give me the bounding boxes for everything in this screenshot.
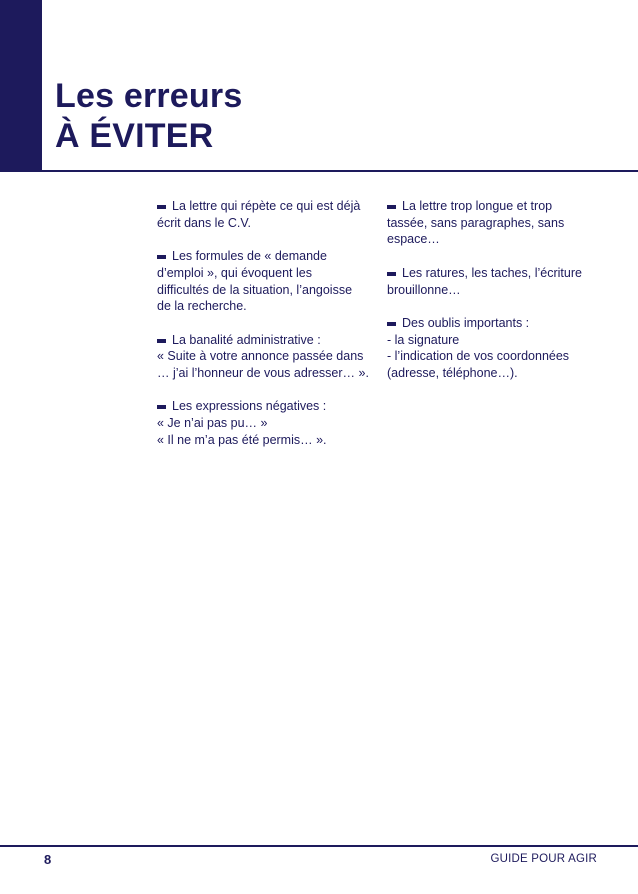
item-text: Les formules de « demande (172, 249, 327, 264)
item-text: « Suite à votre annonce passée dans (157, 349, 364, 364)
list-item (387, 198, 597, 248)
item-text: Des oublis importants : (402, 315, 530, 330)
page-title (55, 76, 242, 156)
dash-bullet-icon (387, 205, 396, 209)
item-text: espace… (387, 232, 440, 247)
item-text: Les expressions négatives : (172, 399, 327, 414)
item-text: La lettre qui répète ce qui est déjà (172, 199, 361, 213)
item-text: « Il ne m’a pas été permis… ». (157, 432, 327, 447)
side-accent-bar (0, 0, 42, 171)
item-text: La lettre trop longue et trop (402, 199, 553, 213)
header-divider (0, 170, 638, 172)
item-text: de la recherche. (157, 299, 247, 314)
dash-bullet-icon (387, 272, 396, 276)
item-text: Les ratures, les taches, l’écriture (402, 265, 582, 280)
item-text: difficultés de la situation, l’angoisse (157, 282, 353, 297)
dash-bullet-icon (157, 339, 166, 343)
dash-bullet-icon (157, 255, 166, 259)
dash-bullet-icon (157, 405, 166, 409)
item-text: … j’ai l’honneur de vous adresser… ». (157, 366, 369, 380)
list-item (157, 332, 372, 382)
list-item (157, 198, 372, 231)
item-text: « Je n’ai pas pu… » (157, 416, 268, 431)
footer-label: GUIDE POUR AGIR (490, 853, 597, 865)
right-column (387, 198, 597, 398)
list-item (387, 265, 597, 298)
page-number: 8 (44, 852, 52, 867)
item-text: écrit dans le C.V. (157, 215, 252, 230)
item-text: - l’indication de vos coordonnées (387, 349, 570, 364)
list-item (387, 315, 597, 382)
title-line-2: À ÉVITER (55, 117, 214, 155)
list-item (157, 398, 372, 448)
title-line-1: Les erreurs (55, 77, 243, 115)
item-text: brouillonne… (387, 282, 461, 297)
item-text: d’emploi », qui évoquent les (157, 265, 312, 280)
dash-bullet-icon (157, 205, 166, 209)
footer-divider (0, 845, 638, 847)
left-column (157, 198, 372, 465)
item-text: La banalité administrative : (172, 332, 321, 347)
item-text: - la signature (387, 332, 460, 347)
list-item (157, 248, 372, 315)
item-text: tassée, sans paragraphes, sans (387, 215, 565, 230)
dash-bullet-icon (387, 322, 396, 326)
item-text: (adresse, téléphone…). (387, 366, 518, 380)
